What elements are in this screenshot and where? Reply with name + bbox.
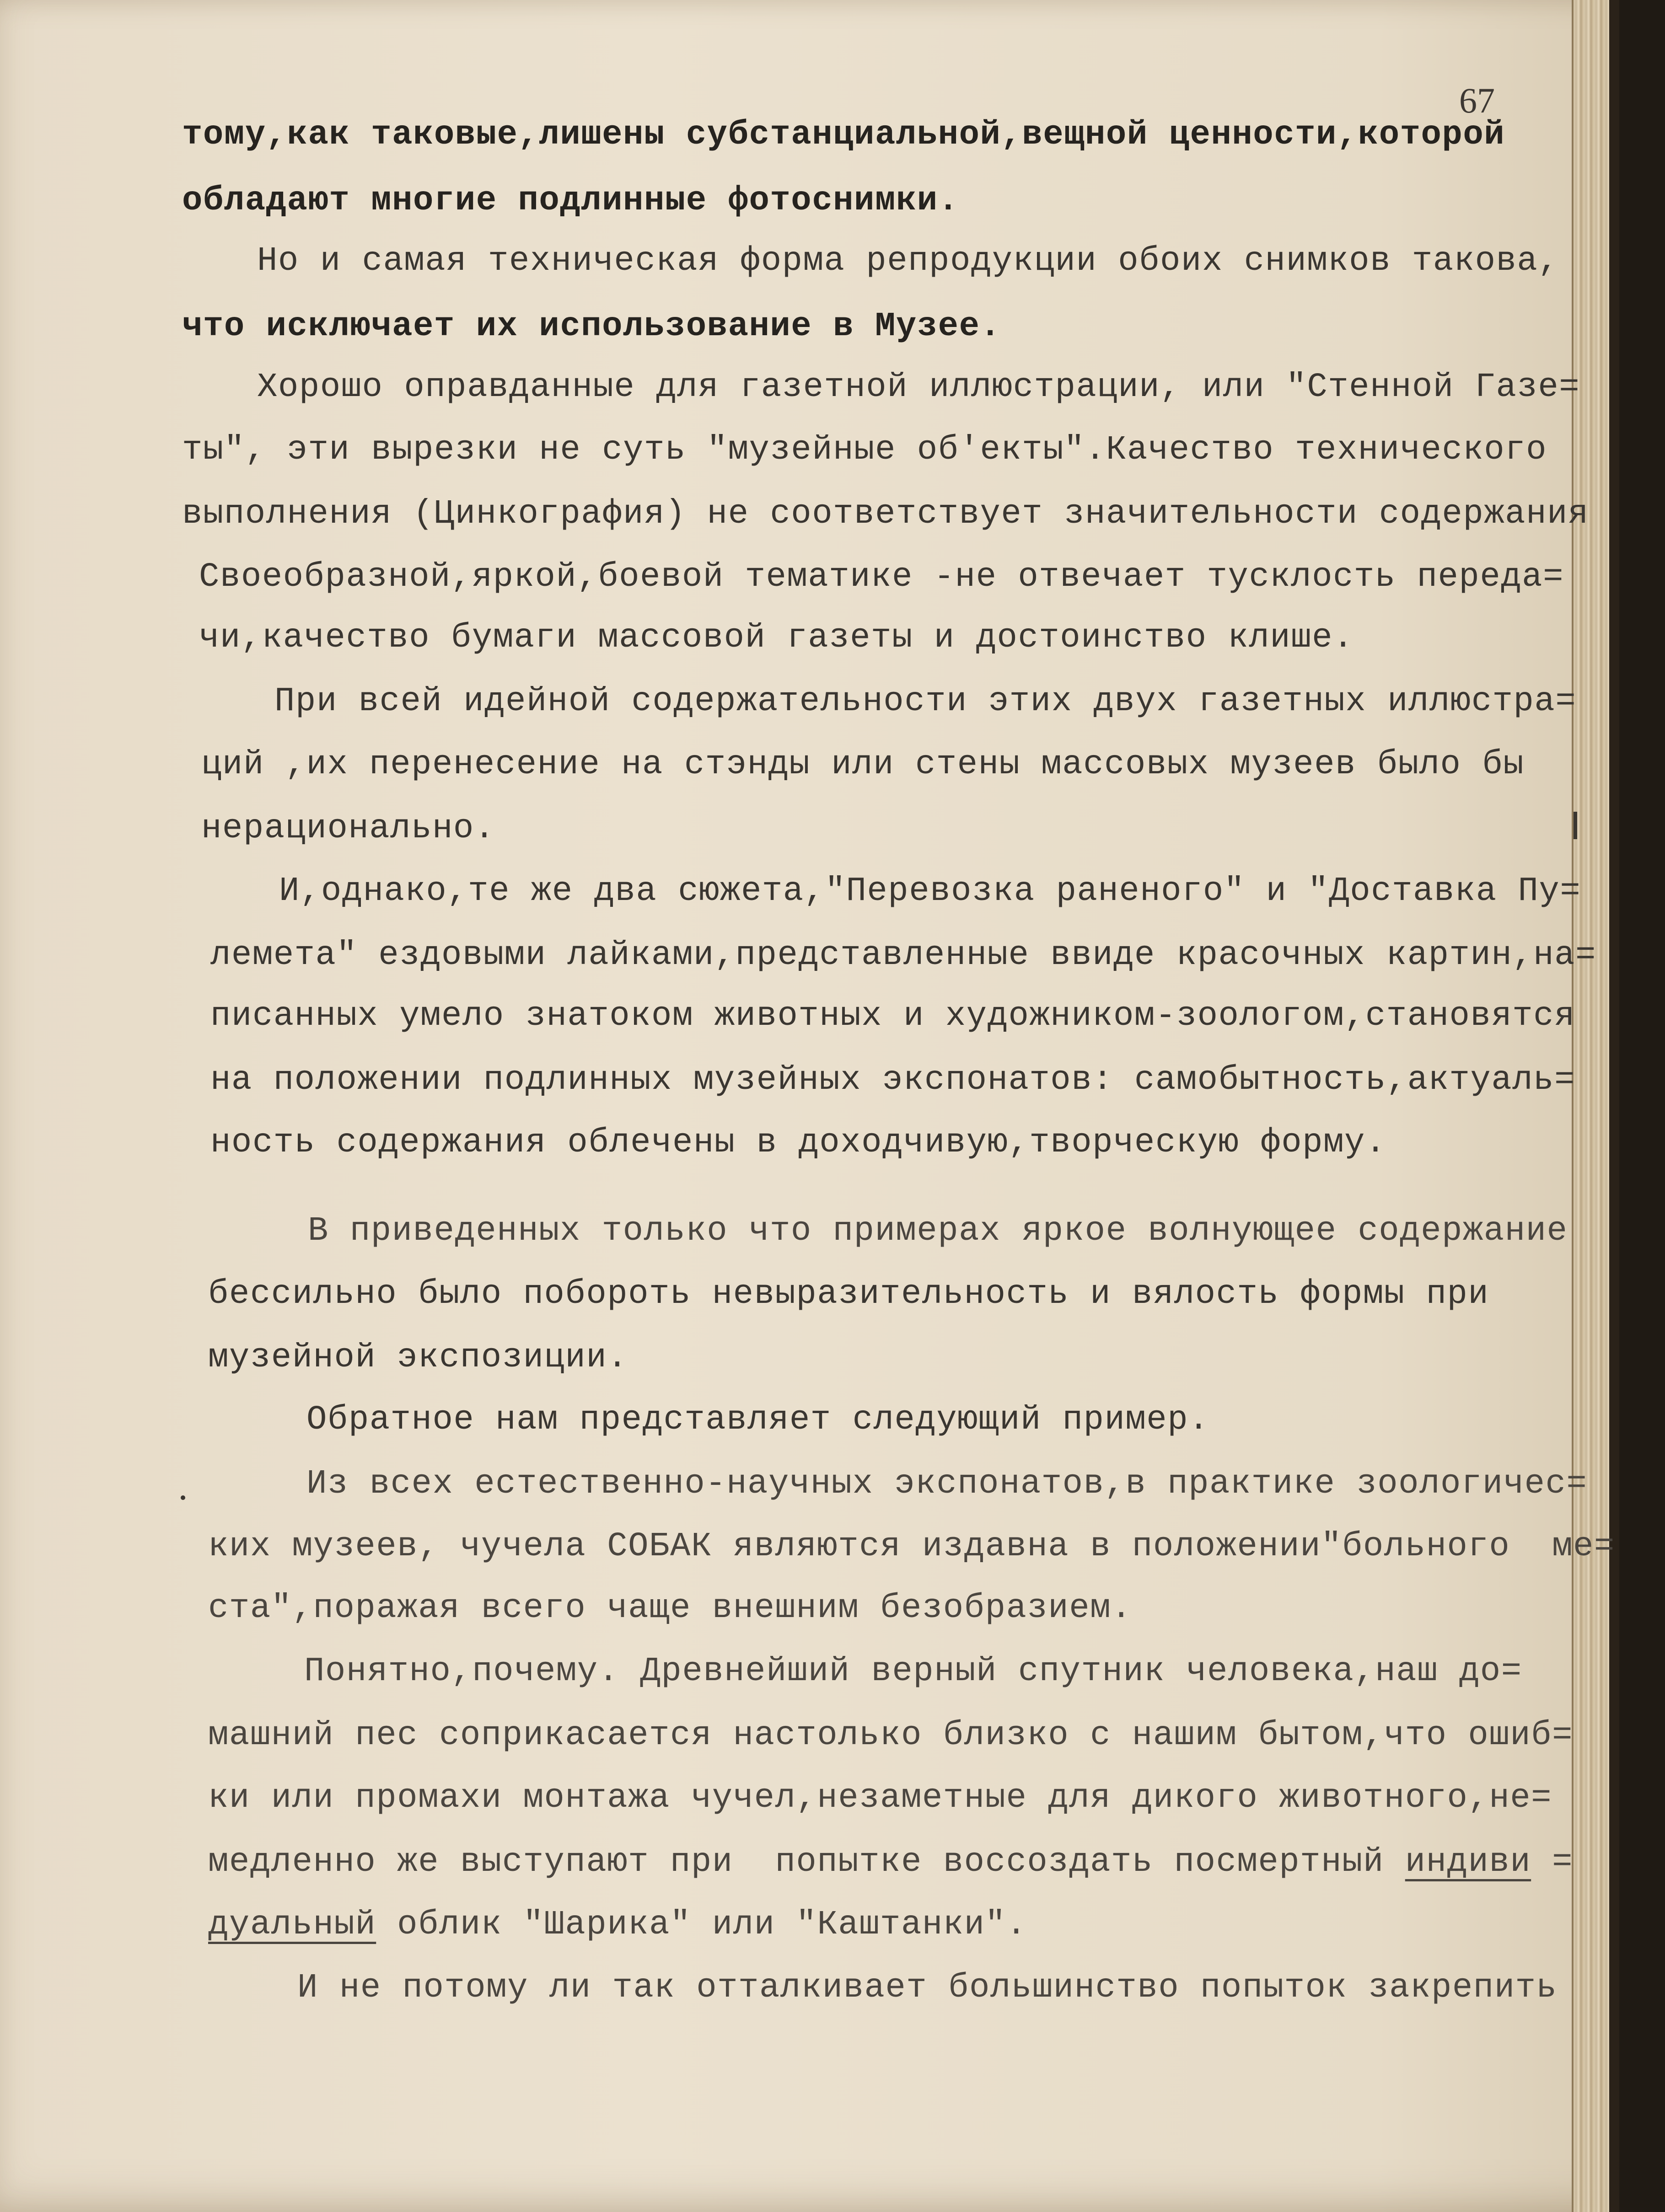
text-segment: медленно же выступают при попытке воссоздать посмертный	[208, 1843, 1405, 1881]
text-line: Обратное нам представляет следующий пример.	[306, 1401, 1210, 1439]
text-line: обладают многие подлинные фотоснимки.	[182, 182, 959, 220]
text-line: ки или промахи монтажа чучел,незаметные для дикого животного,не=	[208, 1779, 1552, 1817]
text-line: Своеобразной,яркой,боевой тематике -не отвечает тусклость переда=	[199, 558, 1564, 596]
text-line: ста",поражая всего чаще внешним безобразием.	[208, 1589, 1132, 1628]
page-number: 67	[1459, 80, 1495, 120]
text-line: бессильно было побороть невыразительность и вялость формы при	[208, 1275, 1489, 1313]
text-line: ких музеев, чучела СОБАК являются издавна в положении"больного ме=	[208, 1527, 1615, 1566]
text-line: выполнения (Цинкография) не соответствует значительности содержания	[182, 495, 1589, 533]
text-line: на положении подлинных музейных экспонатов: самобытность,актуаль=	[210, 1061, 1575, 1099]
text-line: В приведенных только что примерах яркое волнующее содержание	[308, 1212, 1568, 1250]
underlined-word: индиви	[1405, 1843, 1531, 1881]
text-line: писанных умело знатоком животных и художником-зоологом,становятся	[210, 997, 1575, 1035]
text-line: ты", эти вырезки не суть "музейные об'екты".Качество технического	[182, 431, 1547, 469]
text-line: тому,как таковые,лишены субстанциальной,вещной ценности,которой	[182, 116, 1505, 154]
text-line: ций ,их перенесение на стэнды или стены массовых музеев было бы	[201, 745, 1525, 784]
text-line: машний пес соприкасается настолько близко с нашим бытом,что ошиб=	[208, 1716, 1573, 1755]
text-line: что исключает их использование в Музее.	[182, 307, 1001, 346]
text-segment: облик "Шарика" или "Каштанки".	[376, 1906, 1027, 1944]
text-line: чи,качество бумаги массовой газеты и достоинство клише.	[199, 619, 1354, 657]
text-line: Хорошо оправданные для газетной иллюстрации, или "Стенной Газе=	[257, 368, 1580, 407]
ink-dot	[181, 1495, 185, 1500]
text-line: ность содержания облечены в доходчивую,творческую форму.	[210, 1124, 1386, 1162]
text-line: музейной экспозиции.	[208, 1339, 628, 1377]
text-segment: =	[1531, 1843, 1573, 1881]
underlined-word: дуальный	[208, 1906, 376, 1944]
text-line	[208, 1908, 1027, 1942]
text-line: И,однако,те же два сюжета,"Перевозка раненого" и "Доставка Пу=	[279, 872, 1581, 911]
text-line: Но и самая техническая форма репродукции обоих снимков такова,	[257, 242, 1559, 280]
text-line: И не потому ли так отталкивает большинство попыток закрепить	[297, 1969, 1558, 2007]
text-line: При всей идейной содержательности этих двух газетных иллюстра=	[274, 682, 1577, 721]
text-line: нерационально.	[201, 809, 495, 848]
margin-mark	[1574, 812, 1577, 839]
text-line: Понятно,почему. Древнейший верный спутник человека,наш до=	[304, 1652, 1522, 1691]
text-line: Из всех естественно-научных экспонатов,в практике зоологичес=	[306, 1465, 1588, 1503]
text-line: лемета" ездовыми лайками,представленные ввиде красочных картин,на=	[210, 936, 1596, 975]
text-line	[208, 1845, 1573, 1879]
